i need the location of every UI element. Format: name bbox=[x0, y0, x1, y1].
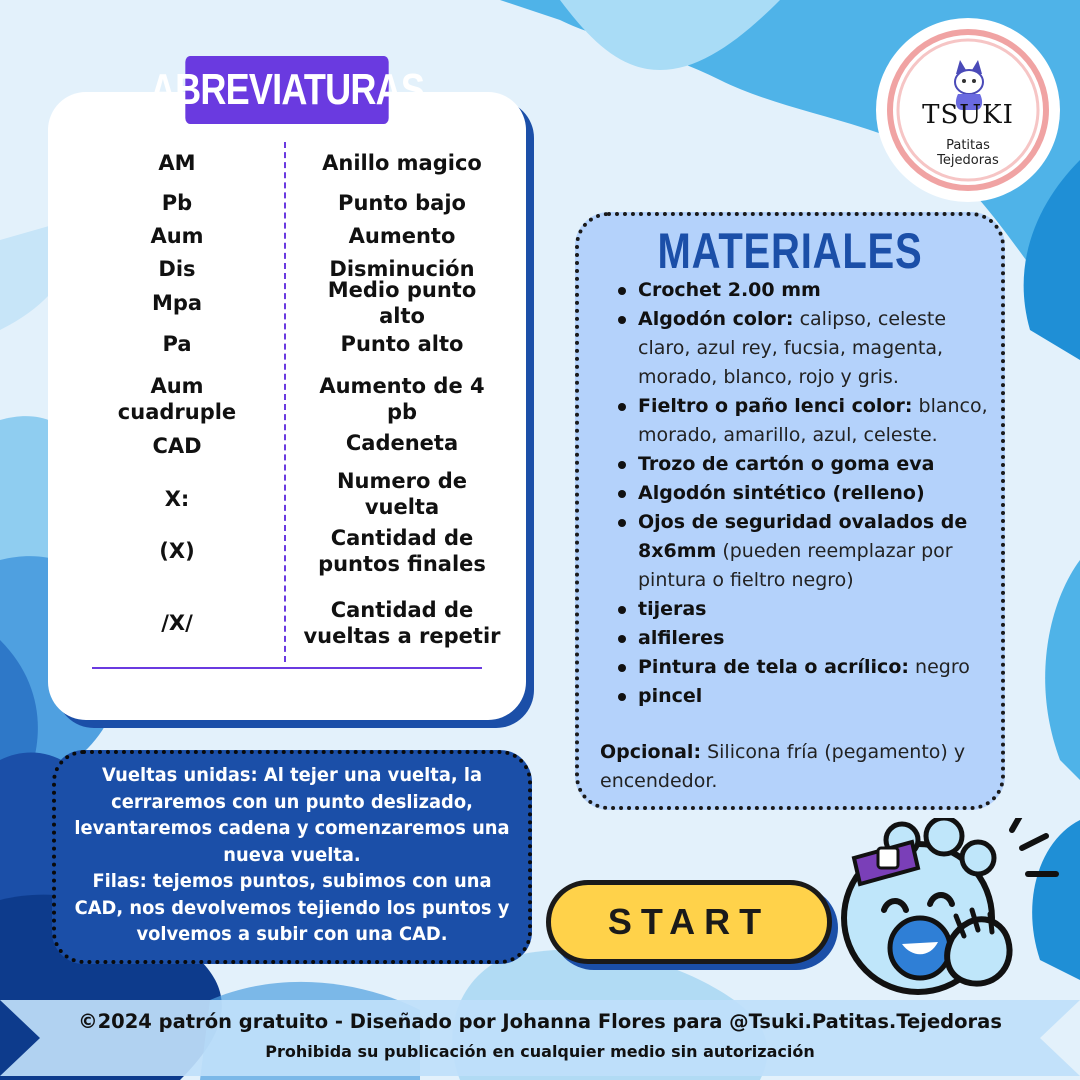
list-item bbox=[612, 305, 992, 392]
materials-title: MATERIALES bbox=[657, 223, 923, 279]
list-item bbox=[612, 682, 992, 711]
abbr-meaning: Cadeneta bbox=[345, 431, 459, 455]
abbr-meaning: Cantidad de vueltas a repetir bbox=[303, 598, 501, 648]
list-item bbox=[612, 276, 992, 305]
abbr-meaning: Punto alto bbox=[340, 332, 464, 356]
abbr-row bbox=[92, 428, 492, 464]
footer-disclaimer: Prohibida su publicación en cualquier medio sin autorización bbox=[265, 1042, 815, 1061]
abbr-row bbox=[92, 523, 492, 579]
material-name: Trozo de cartón o goma eva bbox=[638, 453, 935, 475]
material-detail: (pueden reemplazar por pintura o fieltro negro) bbox=[638, 540, 953, 591]
material-name: Algodón sintético (relleno) bbox=[638, 482, 925, 504]
material-name: Pintura de tela o acrílico: bbox=[638, 656, 909, 678]
abbreviations-title: ABREVIATURAS bbox=[185, 56, 388, 124]
abbr-code: /X/ bbox=[161, 611, 193, 635]
abbr-row bbox=[92, 466, 492, 522]
abbr-meaning: Cantidad de puntos finales bbox=[318, 526, 486, 576]
list-item bbox=[612, 624, 992, 653]
abbreviations-bottom-line bbox=[92, 667, 482, 669]
abbr-meaning: Disminución bbox=[329, 257, 475, 281]
material-name: Ojos de seguridad ovalados de 8x6mm bbox=[638, 511, 968, 562]
list-item bbox=[612, 479, 992, 508]
footer-copyright: ©2024 patrón gratuito - Diseñado por Johanna Flores para @Tsuki.Patitas.Tejedoras bbox=[78, 1010, 1002, 1033]
abbr-row bbox=[92, 221, 492, 251]
list-item bbox=[612, 508, 992, 595]
abbr-meaning: Medio punto alto bbox=[327, 278, 477, 328]
optional-label: Opcional: bbox=[600, 741, 702, 763]
abbr-code: Aum cuadruple bbox=[117, 374, 237, 424]
note-paragraph-rows: Filas: tejemos puntos, subimos con una CAD, nos devolvemos tejiendo los puntos y volvemos a subir con una CAD. bbox=[74, 870, 510, 945]
abbr-row bbox=[92, 371, 492, 427]
material-name: Crochet 2.00 mm bbox=[638, 279, 821, 301]
logo-subtitle bbox=[876, 138, 1060, 168]
abbr-meaning: Punto bajo bbox=[338, 191, 466, 215]
start-button[interactable]: START bbox=[546, 880, 832, 964]
note-paragraph-rounds: Vueltas unidas: Al tejer una vuelta, la cerraremos con un punto deslizado, levantaremos cadena y comenzaremos una nueva vuelta. bbox=[74, 764, 510, 866]
abbr-meaning: Aumento de 4 pb bbox=[319, 374, 485, 424]
material-name: pincel bbox=[638, 685, 703, 707]
abbr-code: Dis bbox=[158, 257, 196, 281]
abbr-code: Aum bbox=[150, 224, 204, 248]
abbr-code: AM bbox=[158, 151, 196, 175]
footer-ribbon bbox=[0, 996, 1080, 1080]
optional-text: Silicona fría (pegamento) y encendedor. bbox=[600, 741, 966, 792]
material-detail: negro bbox=[908, 656, 970, 678]
abbr-code: (X) bbox=[159, 539, 195, 563]
material-detail: blanco, morado, amarillo, azul, celeste. bbox=[638, 395, 988, 446]
abbr-row bbox=[92, 148, 492, 178]
logo-subtitle-line1: Patitas bbox=[946, 138, 990, 153]
abbr-code: X: bbox=[164, 487, 190, 511]
list-item bbox=[612, 595, 992, 624]
material-name: Fieltro o paño lenci color: bbox=[638, 395, 913, 417]
abbr-code: CAD bbox=[152, 434, 202, 458]
logo-name: TSUKI bbox=[922, 100, 1014, 130]
list-item bbox=[612, 392, 992, 450]
list-item bbox=[612, 653, 992, 682]
material-detail: calipso, celeste claro, azul rey, fucsia, magenta, morado, blanco, rojo y gris. bbox=[638, 308, 947, 388]
abbr-meaning: Aumento bbox=[348, 224, 456, 248]
materials-optional bbox=[600, 738, 990, 796]
material-name: alfileres bbox=[638, 627, 725, 649]
abbr-row bbox=[92, 582, 501, 664]
note-text bbox=[70, 762, 514, 948]
tsuki-logo bbox=[876, 18, 1060, 202]
materials-list bbox=[612, 276, 992, 711]
abbr-meaning: Anillo magico bbox=[322, 151, 482, 175]
material-name: Algodón color: bbox=[638, 308, 794, 330]
abbr-row bbox=[92, 278, 492, 328]
list-item bbox=[612, 450, 992, 479]
logo-subtitle-line2: Tejedoras bbox=[937, 153, 999, 168]
abbr-row bbox=[92, 188, 492, 218]
abbr-row bbox=[92, 329, 492, 359]
abbr-meaning: Numero de vuelta bbox=[336, 469, 468, 519]
abbr-code: Pa bbox=[162, 332, 192, 356]
abbr-code: Pb bbox=[161, 191, 193, 215]
material-name: tijeras bbox=[638, 598, 707, 620]
mascot-character-icon bbox=[832, 818, 1062, 998]
abbr-code: Mpa bbox=[151, 291, 203, 315]
